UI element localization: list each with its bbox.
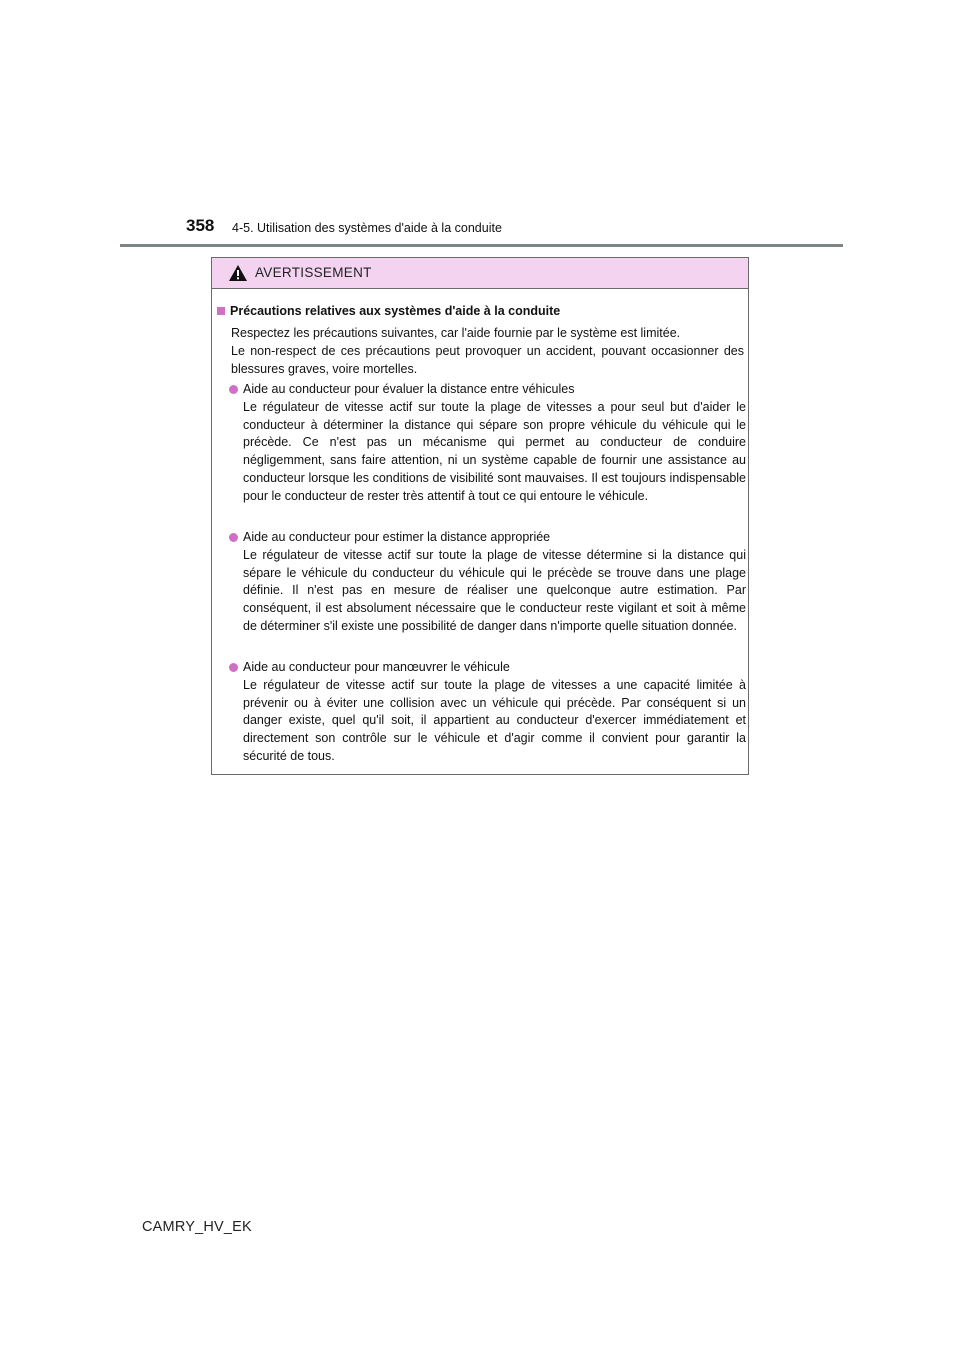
intro-line-1: Respectez les précautions suivantes, car l'aide fournie par le système est limitée. (231, 326, 681, 340)
square-bullet-icon (217, 307, 225, 315)
section-title: 4-5. Utilisation des systèmes d'aide à la conduite (232, 221, 502, 235)
page-number: 358 (186, 216, 215, 235)
warning-label: AVERTISSEMENT (255, 265, 372, 280)
warning-header (212, 258, 748, 289)
list-item (229, 659, 746, 766)
round-bullet-icon (229, 663, 238, 672)
warning-box (211, 257, 749, 775)
list-item-heading: Aide au conducteur pour estimer la distance appropriée (243, 530, 551, 544)
round-bullet-icon (229, 385, 238, 394)
warning-topic (217, 302, 737, 320)
header-rule (120, 244, 843, 247)
list-item-text: Le régulateur de vitesse actif sur toute la plage de vitesses a pour seul but d'aider le conducteur à déterminer la distance qui sépare son propre véhicule du véhicule qui le précède. Ce n'est pas un mécanisme qui permet au conducteur de conduire négligemment, sans faire attention, ni un système capable de fournir une assistance au conducteur lorsque les conditions de visibilité sont mauvaises. Il est toujours indispensable pour le conducteur de rester très attentif à tout ce qui entoure le véhicule. (243, 399, 746, 503)
warning-intro (231, 324, 744, 378)
warning-triangle-icon (228, 264, 248, 282)
warning-topic-text: Précautions relatives aux systèmes d'aide à la conduite (230, 304, 561, 318)
list-item (229, 381, 746, 506)
round-bullet-icon (229, 533, 238, 542)
list-item (229, 529, 746, 636)
list-item-heading: Aide au conducteur pour manœuvrer le véhicule (243, 660, 510, 674)
list-item-heading: Aide au conducteur pour évaluer la distance entre véhicules (243, 382, 575, 396)
footer-model-code: CAMRY_HV_EK (142, 1219, 252, 1235)
intro-line-2: Le non-respect de ces précautions peut provoquer un accident, pouvant occasionner des blessures graves, voire mortelles. (231, 344, 744, 376)
list-item-text: Le régulateur de vitesse actif sur toute la plage de vitesses a une capacité limitée à prévenir ou à éviter une collision avec un véhicule qui précède. Par conséquent si un danger existe, quel qu'il soit, il appartient au conducteur d'exercer immédiatement et directement son contrôle sur le véhicule et d'agir comme il convient pour garantir la sécurité de tous. (243, 677, 746, 763)
list-item-text: Le régulateur de vitesse actif sur toute la plage de vitesse détermine si la distance qui sépare le véhicule du conducteur du véhicule qui le précède se trouve dans une plage définie. Il n'est pas en mesure de réaliser une quelconque autre estimation. Par conséquent, il est absolument nécessaire que le conducteur reste vigilant et soit à même de déterminer s'il existe une possibilité de danger dans n'importe quelle situation donnée. (243, 547, 746, 633)
